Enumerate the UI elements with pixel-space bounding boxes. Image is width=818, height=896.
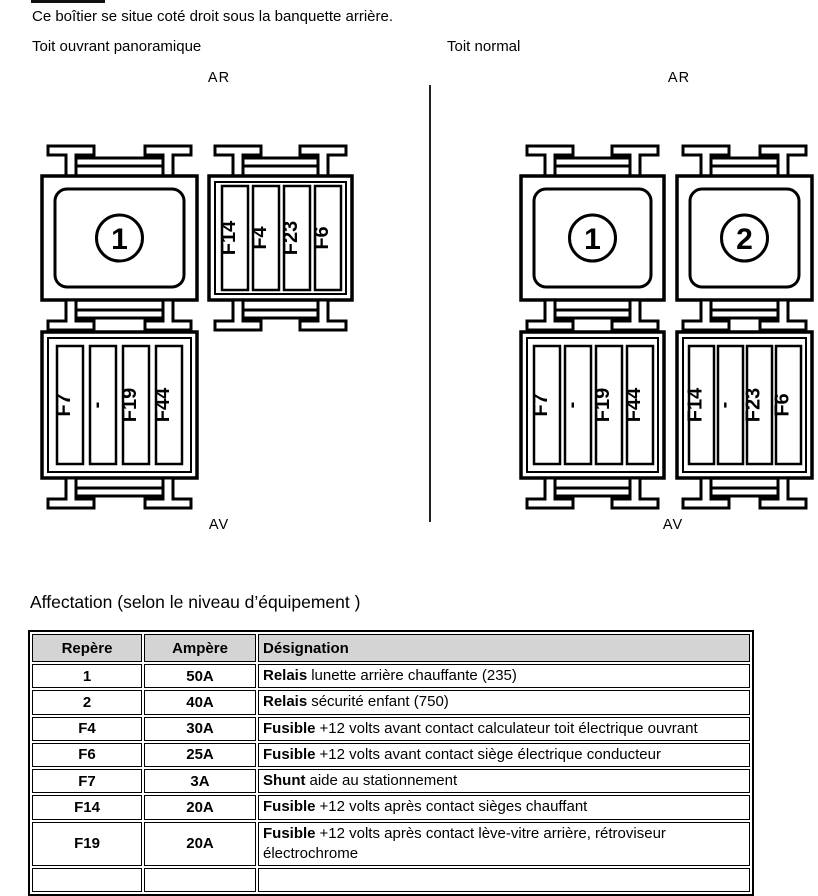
normal-junction-band-right — [683, 300, 806, 330]
fuse-label: F19 — [592, 387, 614, 423]
pano-junction-band — [48, 300, 191, 330]
fuse-label: F23 — [742, 387, 765, 423]
table-header-row — [32, 634, 750, 662]
cell-ref: 1 — [32, 664, 142, 688]
cell-ref: F6 — [32, 743, 142, 767]
cell-designation: Fusible +12 volts avant contact siège électrique conducteur — [258, 743, 750, 767]
table-row — [32, 717, 750, 741]
heading-underline-fragment — [31, 0, 105, 3]
figure-title-normal: Toit normal — [447, 38, 521, 55]
cell-amp: 20A — [144, 795, 256, 819]
header-designation: Désignation — [258, 634, 750, 662]
header-repere: Repère — [32, 634, 142, 662]
cell-ref: F14 — [32, 795, 142, 819]
cell-amp — [144, 868, 256, 892]
figure-title-panoramic: Toit ouvrant panoramique — [32, 38, 202, 55]
cell-designation: Shunt aide au stationnement — [258, 769, 750, 793]
cell-ref — [32, 868, 142, 892]
rear-label-left: AR — [207, 70, 231, 86]
pano-relay1-module — [42, 146, 197, 300]
cell-ref: 2 — [32, 690, 142, 714]
fuse-label: F7 — [53, 393, 75, 417]
table-row — [32, 795, 750, 819]
table-title: Affectation (selon le niveau d’équipement ) — [30, 592, 361, 612]
normal-relay1-module — [521, 146, 664, 300]
fuse-label: F6 — [311, 226, 333, 250]
table-row — [32, 690, 750, 714]
header-ampere: Ampère — [144, 634, 256, 662]
cell-designation: Fusible +12 volts après contact sièges chauffant — [258, 795, 750, 819]
fusebox-diagram — [0, 60, 818, 540]
fuse-label: F44 — [152, 387, 174, 423]
table-row — [32, 769, 750, 793]
cell-amp: 30A — [144, 717, 256, 741]
relay-2-number: 2 — [736, 223, 753, 256]
front-label-left: AV — [208, 517, 230, 533]
normal-front-fuse-module-right — [677, 332, 812, 508]
cell-designation — [258, 868, 750, 892]
fuse-label: F14 — [684, 387, 707, 423]
fuse-label: - — [561, 401, 583, 409]
fuse-label: F6 — [771, 393, 794, 417]
table-row-partial — [32, 868, 750, 892]
table-row — [32, 743, 750, 767]
fuse-label: - — [86, 401, 108, 409]
normal-relay2-module — [677, 146, 812, 300]
relay-1-number: 1 — [584, 223, 601, 256]
pano-front-fuse-module — [42, 332, 197, 508]
cell-amp: 40A — [144, 690, 256, 714]
cell-designation: Relais lunette arrière chauffante (235) — [258, 664, 750, 688]
fuse-label: F44 — [623, 387, 645, 423]
table-row — [32, 822, 750, 867]
cell-amp: 25A — [144, 743, 256, 767]
normal-junction-band-left — [527, 300, 658, 330]
normal-front-fuse-module-left — [521, 332, 664, 508]
cell-ref: F4 — [32, 717, 142, 741]
front-label-right: AV — [662, 517, 684, 533]
cell-ref: F7 — [32, 769, 142, 793]
rear-label-right: AR — [667, 70, 691, 86]
cell-amp: 50A — [144, 664, 256, 688]
fuse-label: F14 — [218, 220, 240, 256]
fuse-label: F7 — [530, 393, 552, 417]
intro-text: Ce boîtier se situe coté droit sous la banquette arrière. — [32, 8, 394, 25]
cell-designation: Relais sécurité enfant (750) — [258, 690, 750, 714]
fuse-label: F23 — [280, 220, 302, 256]
fuse-label: F4 — [249, 226, 271, 250]
fuse-label: - — [713, 401, 736, 409]
cell-designation: Fusible +12 volts après contact lève-vitre arrière, rétroviseur électrochrome — [258, 822, 750, 867]
fuse-label: F19 — [119, 387, 141, 423]
cell-amp: 20A — [144, 822, 256, 867]
table-row — [32, 664, 750, 688]
assignment-table — [28, 630, 754, 896]
relay-1-number: 1 — [111, 223, 128, 256]
cell-ref: F19 — [32, 822, 142, 867]
cell-amp: 3A — [144, 769, 256, 793]
pano-rear-fuse-module — [209, 146, 352, 330]
cell-designation: Fusible +12 volts avant contact calculateur toit électrique ouvrant — [258, 717, 750, 741]
